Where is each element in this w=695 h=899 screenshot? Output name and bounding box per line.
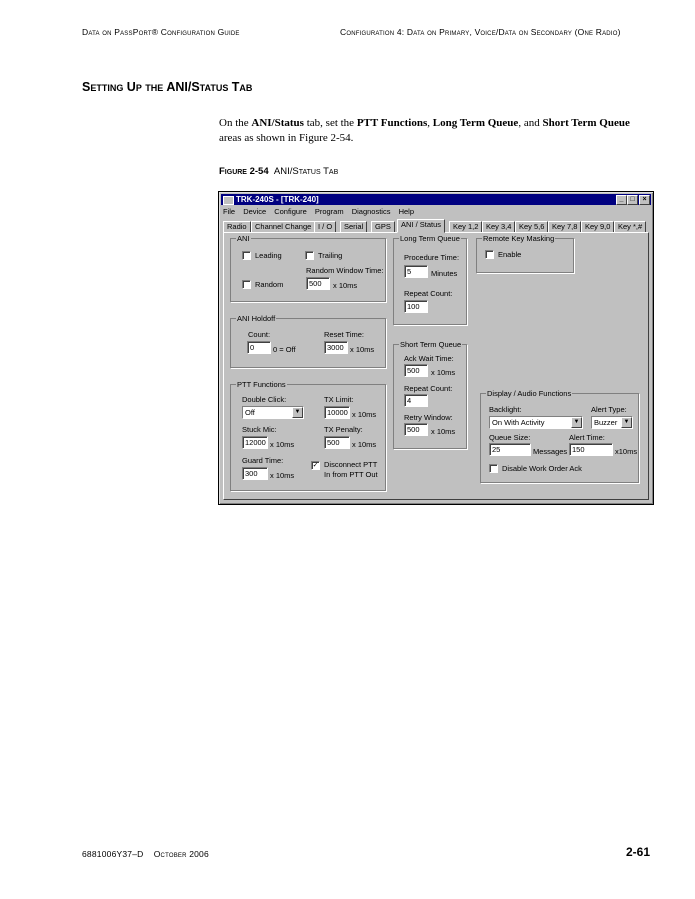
menu-help[interactable]: Help [398,207,415,216]
ani-holdoff-label: ANI Holdoff [237,314,276,323]
guard-time-label: Guard Time: [242,456,284,465]
retry-window-unit: x 10ms [431,427,456,436]
enable-label: Enable [498,250,522,259]
page-number: 2-61 [626,845,651,859]
random-window-label: Random Window Time: [306,266,384,275]
remote-key-masking-group [476,234,574,273]
ack-wait-label: Ack Wait Time: [404,354,454,363]
procedure-time-unit: Minutes [431,269,458,278]
title-bar [221,194,651,205]
tx-limit-unit: x 10ms [352,410,377,419]
app-window [218,191,654,505]
short-term-queue-label: Short Term Queue [400,340,462,349]
app-icon [223,196,234,205]
window-title: TRK-240S - [TRK-240] [236,195,319,204]
tab-radio[interactable]: Radio [223,221,251,233]
tab-key-9-0[interactable]: Key 9,0 [581,221,614,233]
disable-work-order-label: Disable Work Order Ack [502,464,582,473]
tx-penalty-input[interactable]: 500 [324,436,350,449]
tab-key-5-6[interactable]: Key 5,6 [515,221,548,233]
menu-program[interactable]: Program [314,207,344,216]
tx-penalty-label: TX Penalty: [324,425,363,434]
random-label: Random [255,280,284,289]
disconnect-ptt-label-line1: Disconnect PTT [324,460,378,469]
stuck-mic-input[interactable]: 12000 [242,436,268,449]
alert-time-unit: x10ms [615,447,638,456]
figure-caption [219,166,338,177]
lt-repeat-count-input[interactable]: 100 [404,300,428,313]
double-click-label: Double Click: [242,395,287,404]
remote-key-masking-label: Remote Key Masking [483,234,555,243]
queue-size-label: Queue Size: [489,433,531,442]
count-note: 0 = Off [273,345,296,354]
chevron-down-icon[interactable]: ▼ [571,417,582,428]
tab-key-3-4[interactable]: Key 3,4 [482,221,515,233]
procedure-time-label: Procedure Time: [404,253,460,262]
trailing-checkbox[interactable] [305,251,314,260]
short-term-queue-group [393,340,467,449]
tab-panel [223,232,649,500]
queue-size-input[interactable]: 25 [489,443,531,456]
tab-ani-status[interactable]: ANI / Status [397,219,445,233]
enable-checkbox[interactable] [485,250,494,259]
procedure-time-input[interactable]: 5 [404,265,428,278]
footer-doc-number: 6881006Y37–D October 2006 [82,849,209,859]
backlight-label: Backlight: [489,405,522,414]
reset-time-unit: x 10ms [350,345,375,354]
alert-type-select[interactable]: Buzzer ▼ [591,416,633,429]
alert-type-label: Alert Type: [591,405,627,414]
body-paragraph: On the ANI/Status tab, set the PTT Functions, Long Term Queue, and Short Term Queue areas as shown in Figure 2-54. [219,117,630,144]
tx-penalty-unit: x 10ms [352,440,377,449]
stuck-mic-label: Stuck Mic: [242,425,277,434]
ack-wait-unit: x 10ms [431,368,456,377]
alert-time-label: Alert Time: [569,433,605,442]
queue-size-unit: Messages [533,447,568,456]
ack-wait-input[interactable]: 500 [404,364,428,377]
figure-title: ANI/Status Tab [273,166,339,177]
st-repeat-count-label: Repeat Count: [404,384,453,393]
backlight-select[interactable]: On With Activity ▼ [489,416,583,429]
reset-time-label: Reset Time: [324,330,365,339]
tab-serial[interactable]: Serial [340,221,367,233]
ptt-functions-label: PTT Functions [237,380,286,389]
disconnect-ptt-checkbox[interactable]: ✓ [312,462,319,469]
maximize-button[interactable]: □ [627,195,638,205]
ani-holdoff-group [230,314,386,368]
ptt-functions-group [230,380,386,491]
random-checkbox[interactable] [242,280,251,289]
st-repeat-count-input[interactable]: 4 [404,394,428,407]
close-button[interactable]: × [639,195,650,205]
leading-checkbox[interactable] [242,251,251,260]
ani-group-label: ANI [237,234,250,243]
tab-gps[interactable]: GPS [371,221,395,233]
chevron-down-icon[interactable]: ▼ [621,417,632,428]
tab-channel-change[interactable]: Channel Change [251,221,315,233]
minimize-button[interactable]: _ [616,195,627,205]
alert-time-input[interactable]: 150 [569,443,613,456]
menu-diagnostics[interactable]: Diagnostics [351,207,391,216]
tab-key-7-8[interactable]: Key 7,8 [548,221,581,233]
running-header-left: Data on PassPort® Configuration Guide [82,27,240,37]
menu-file[interactable]: File [223,207,236,216]
display-audio-label: Display / Audio Functions [487,389,572,398]
leading-label: Leading [255,251,282,260]
section-title: Setting Up the ANI/Status Tab [82,80,253,94]
long-term-queue-label: Long Term Queue [400,234,460,243]
retry-window-input[interactable]: 500 [404,423,428,436]
count-label: Count: [248,330,271,339]
stuck-mic-unit: x 10ms [270,440,295,449]
tx-limit-input[interactable]: 10000 [324,406,350,419]
figure-number: Figure 2-54 [219,166,269,177]
disconnect-ptt-label-line2: In from PTT Out [324,470,378,479]
tab-key-1-2[interactable]: Key 1,2 [449,221,482,233]
tx-limit-label: TX Limit: [324,395,354,404]
trailing-label: Trailing [318,251,343,260]
guard-time-input[interactable]: 300 [242,467,268,480]
ani-group [230,234,386,302]
menu-configure[interactable]: Configure [274,207,307,216]
long-term-queue-group [393,234,467,325]
tab-key-star-hash[interactable]: Key *,# [614,221,646,233]
reset-time-input[interactable]: 3000 [324,341,348,354]
display-audio-group [480,389,639,483]
footer-date: October 2006 [153,849,209,859]
disable-work-order-checkbox[interactable] [489,464,498,473]
menu-bar [223,207,420,217]
menu-device[interactable]: Device [243,207,267,216]
chevron-down-icon[interactable]: ▼ [292,407,303,418]
tab-io[interactable]: I / O [314,221,336,233]
retry-window-label: Retry Window: [404,413,453,422]
random-window-unit: x 10ms [333,281,358,290]
running-header-right: Configuration 4: Data on Primary, Voice/Data on Secondary (One Radio) [340,27,621,37]
double-click-select[interactable]: Off ▼ [242,406,304,419]
random-window-input[interactable]: 500 [306,277,330,290]
guard-time-unit: x 10ms [270,471,295,480]
count-input[interactable]: 0 [247,341,271,354]
lt-repeat-count-label: Repeat Count: [404,289,453,298]
